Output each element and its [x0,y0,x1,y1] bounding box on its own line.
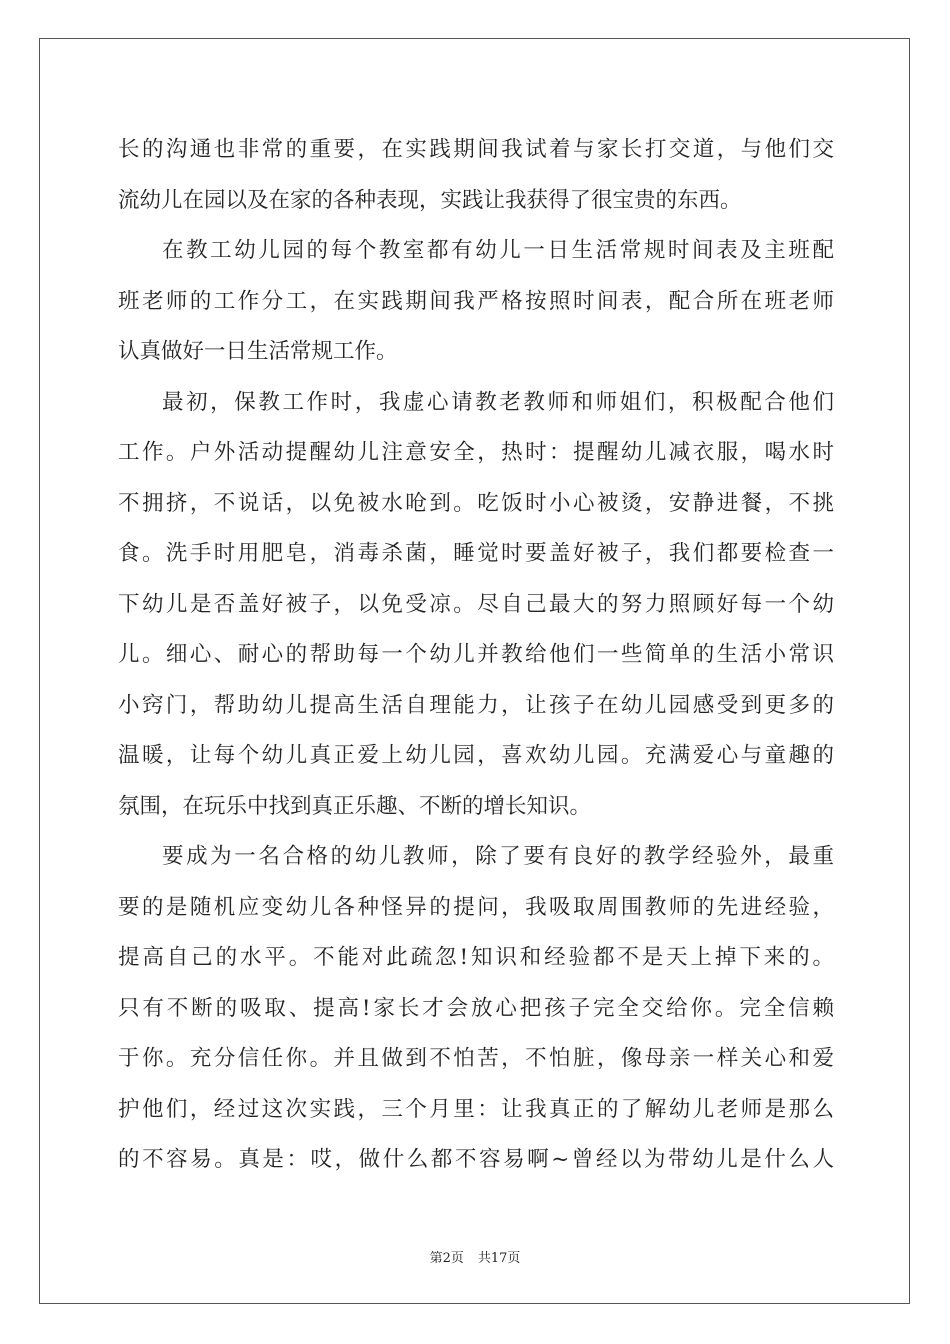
text-line: 于你。充分信任你。并且做到不怕苦，不怕脏，像母亲一样关心和爱 [118,1046,834,1071]
page-footer [0,1247,950,1266]
text-line: 的不容易。真是：哎，做什么都不容易啊~曾经以为带幼儿是什么人 [118,1147,834,1172]
text-line: 氛围，在玩乐中找到真正乐趣、不断的增长知识。 [118,793,592,819]
text-line: 提高自己的水平。不能对此疏忽!知识和经验都不是天上掉下来的。 [118,945,834,970]
page-total: 共17页 [477,1251,521,1266]
text-line: 要的是随机应变幼儿各种怪异的提问，我吸取周围教师的先进经验， [118,894,834,920]
text-line: 工作。户外活动提醒幼儿注意安全，热时：提醒幼儿减衣服，喝水时 [118,440,834,465]
text-line: 最初，保教工作时，我虚心请教老教师和师姐们，积极配合他们 [162,389,834,415]
text-line: 下幼儿是否盖好被子，以免受凉。尽自己最大的努力照顾好每一个幼 [118,591,834,617]
text-line: 要成为一名合格的幼儿教师，除了要有良好的教学经验外，最重 [162,844,834,869]
page-number: 第2页 [429,1251,464,1266]
text-line: 流幼儿在园以及在家的各种表现，实践让我获得了很宝贵的东西。 [118,187,742,213]
text-line: 班老师的工作分工，在实践期间我严格按照时间表，配合所在班老师 [118,288,834,314]
text-line: 不拥挤，不说话，以免被水呛到。吃饭时小心被烫，安静进餐，不挑 [118,490,834,516]
text-line: 只有不断的吸取、提高!家长才会放心把孩子完全交给你。完全信赖 [118,995,834,1021]
text-line: 护他们，经过这次实践，三个月里：让我真正的了解幼儿老师是那么 [118,1096,834,1122]
text-line: 食。洗手时用肥皂，消毒杀菌，睡觉时要盖好被子，我们都要检查一 [118,541,834,566]
text-line: 小窍门，帮助幼儿提高生活自理能力，让孩子在幼儿园感受到更多的 [118,692,834,718]
text-line: 认真做好一日生活常规工作。 [118,339,398,364]
document-body [118,125,834,1186]
text-line: 长的沟通也非常的重要，在实践期间我试着与家长打交道，与他们交 [118,137,834,162]
text-line: 温暖，让每个幼儿真正爱上幼儿园，喜欢幼儿园。充满爱心与童趣的 [118,743,834,768]
text-line: 在教工幼儿园的每个教室都有幼儿一日生活常规时间表及主班配 [162,238,834,263]
text-line: 儿。细心、耐心的帮助每一个幼儿并教给他们一些简单的生活小常识 [118,642,834,667]
